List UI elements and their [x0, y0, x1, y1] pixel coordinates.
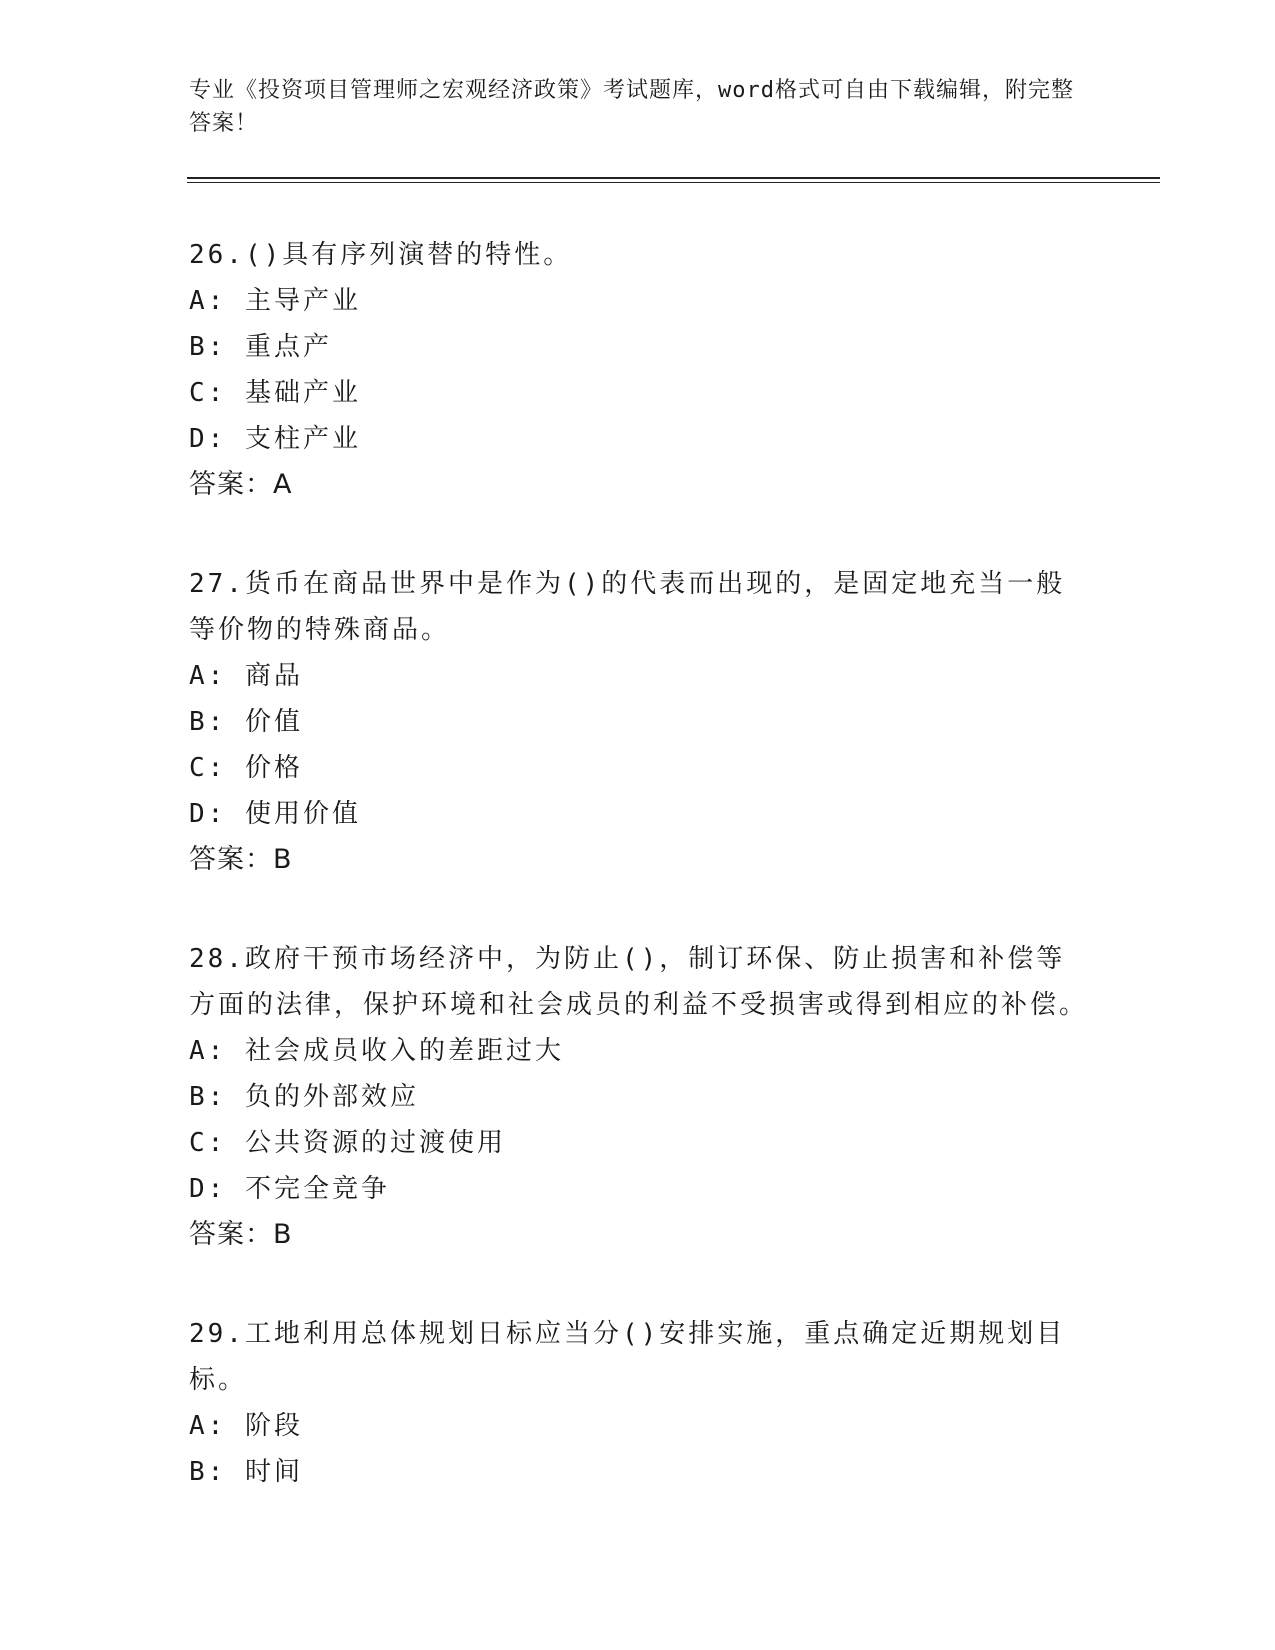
question-stem: 28.政府干预市场经济中，为防止()，制订环保、防止损害和补偿等方面的法律，保护环境和社会成员的利益不受损害或得到相应的补偿。 [189, 944, 1089, 1020]
question-26 [189, 232, 1089, 508]
option-c: C: 公共资源的过渡使用 [189, 1128, 506, 1158]
option-b: B: 重点产 [189, 332, 332, 362]
question-stem: 29.工地利用总体规划日标应当分()安排实施，重点确定近期规划目标。 [189, 1319, 1066, 1395]
option-a: A: 商品 [189, 661, 303, 691]
question-stem: 27.货币在商品世界中是作为()的代表而出现的，是固定地充当一般等价物的特殊商品。 [189, 569, 1066, 645]
option-c: C: 价格 [189, 753, 303, 783]
question-stem: 26.()具有序列演替的特性。 [189, 240, 573, 270]
option-d: D: 支柱产业 [189, 424, 361, 454]
question-28 [189, 936, 1089, 1258]
option-a: A: 阶段 [189, 1411, 303, 1441]
option-b: B: 负的外部效应 [189, 1082, 419, 1112]
question-27 [189, 561, 1089, 883]
header-divider [187, 177, 1160, 179]
answer: 答案：A [189, 469, 293, 500]
answer: 答案：B [189, 844, 293, 875]
answer: 答案：B [189, 1219, 293, 1250]
option-c: C: 基础产业 [189, 378, 361, 408]
header-note: 专业《投资项目管理师之宏观经济政策》考试题库，word格式可自由下载编辑，附完整答案！ [189, 78, 1074, 136]
option-a: A: 主导产业 [189, 286, 361, 316]
option-d: D: 不完全竞争 [189, 1174, 390, 1204]
question-29 [189, 1311, 1089, 1495]
option-a: A: 社会成员收入的差距过大 [189, 1036, 564, 1066]
option-b: B: 时间 [189, 1457, 303, 1487]
option-b: B: 价值 [189, 707, 303, 737]
question-list [189, 232, 1089, 1548]
header-divider-thin [187, 182, 1160, 183]
option-d: D: 使用价值 [189, 799, 361, 829]
